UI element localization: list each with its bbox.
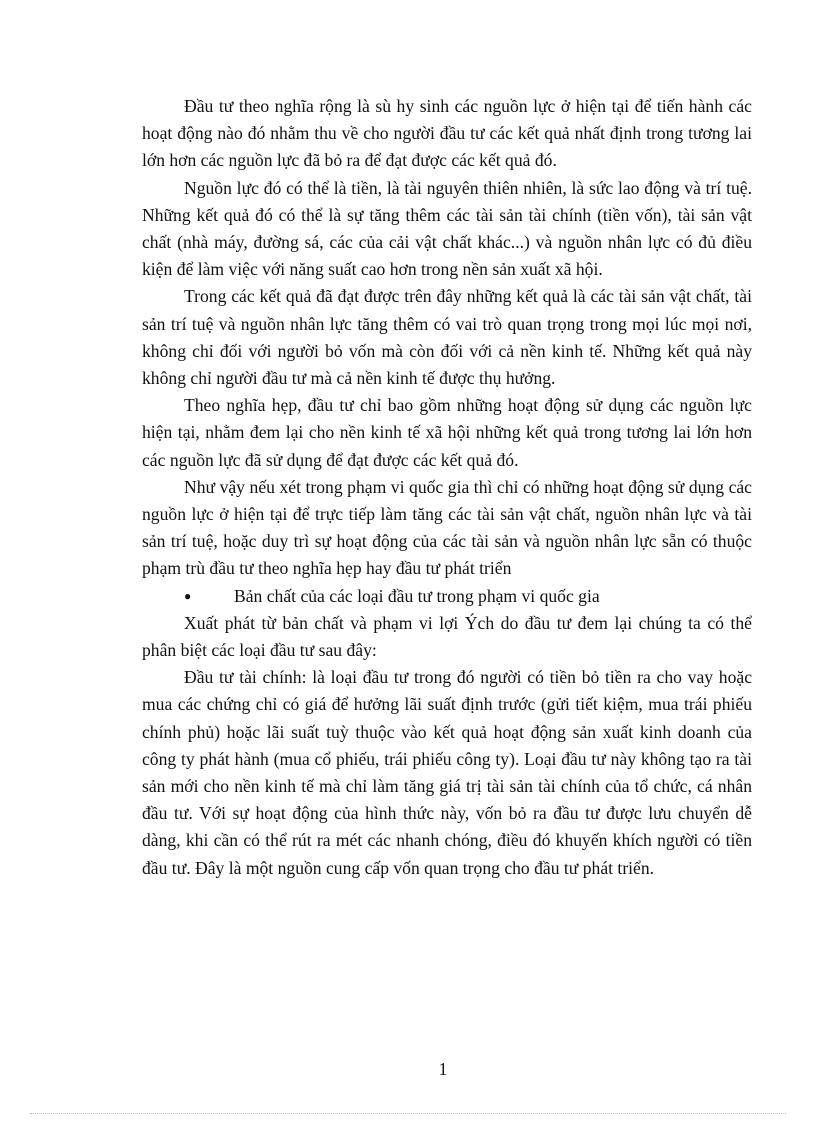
paragraph-financial-investment: Đầu tư tài chính: là loại đầu tư trong đó người có tiền bỏ tiền ra cho vay hoặc mua các chứng chỉ có giá để hưởng lãi suất định trước (gửi tiết kiệm, mua trái phiếu chính phủ) hoặc lãi suất tuỳ thuộc vào kết quả hoạt động sản xuất kinh doanh của công ty phát hành (mua cổ phiếu, trái phiếu công ty). Loại đầu tư này không tạo ra tài sản mới cho nền kinh tế mà chỉ làm tăng giá trị tài sản tài chính của tổ chức, cá nhân đầu tư. Với sự hoạt động của hình thức này, vốn bỏ ra đầu tư được lưu chuyển dễ dàng, khi cần có thể rút ra mét các nhanh chóng, điều đó khuyến khích người có tiền đầu tư. Đây là một nguồn cung cấp vốn quan trọng cho đầu tư phát triển. [142, 667, 752, 878]
bullet-marker-icon: ● [184, 588, 192, 603]
page-number: 1 [438, 1059, 448, 1079]
document-body [142, 93, 752, 882]
paragraph-broad-definition: Đầu tư theo nghĩa rộng là sù hy sinh các nguồn lực ở hiện tại để tiến hành các hoạt động nào đó nhằm thu về cho người đầu tư các kết quả nhất định trong tương lai lớn hơn các nguồn lực đã bỏ ra để đạt được các kết quả đó. [142, 96, 752, 171]
paragraph-classification-intro: Xuất phát từ bản chất và phạm vi lợi Ých do đầu tư đem lại chúng ta có thể phân biệt các loại đầu tư sau đây: [142, 612, 752, 661]
paragraph-resources: Nguồn lực đó có thể là tiền, là tài nguyên thiên nhiên, là sức lao động và trí tuệ. Những kết quả đó có thể là sự tăng thêm các tài sản tài chính (tiền vốn), tài sản vật chất (nhà máy, đường sá, các của cải vật chất khác...) và nguồn nhân lực có đủ điều kiện để làm việc với năng suất cao hơn trong nền sản xuất xã hội. [142, 177, 752, 280]
paragraph-narrow-definition: Theo nghĩa hẹp, đầu tư chỉ bao gồm những hoạt động sử dụng các nguồn lực hiện tại, nhằm đem lại cho nền kinh tế xã hội những kết quả trong tương lai lớn hơn các nguồn lực đã sử dụng để đạt được các kết quả đó. [142, 395, 752, 470]
paragraph-national-scope: Như vậy nếu xét trong phạm vi quốc gia thì chỉ có những hoạt động sử dụng các nguồn lực ở hiện tại để trực tiếp làm tăng các tài sản vật chất, nguồn nhân lực và tài sản trí tuệ, hoặc duy trì sự hoạt động của các tài sản và nguồn nhân lực sẵn có thuộc phạm trù đầu tư theo nghĩa hẹp hay đầu tư phát triển [142, 476, 752, 579]
bullet-heading-text: Bản chất của các loại đầu tư trong phạm vi quốc gia [234, 585, 600, 606]
bullet-heading [142, 583, 752, 610]
page-bottom-divider [30, 1113, 786, 1114]
paragraph-results: Trong các kết quả đã đạt được trên đây những kết quả là các tài sản vật chất, tài sản trí tuệ và nguồn nhân lực tăng thêm có vai trò quan trọng trong mọi lúc mọi nơi, không chỉ đối với người bỏ vốn mà còn đối với cả nền kinh tế. Những kết quả này không chỉ người đầu tư mà cả nền kinh tế được thụ hưởng. [142, 286, 752, 389]
